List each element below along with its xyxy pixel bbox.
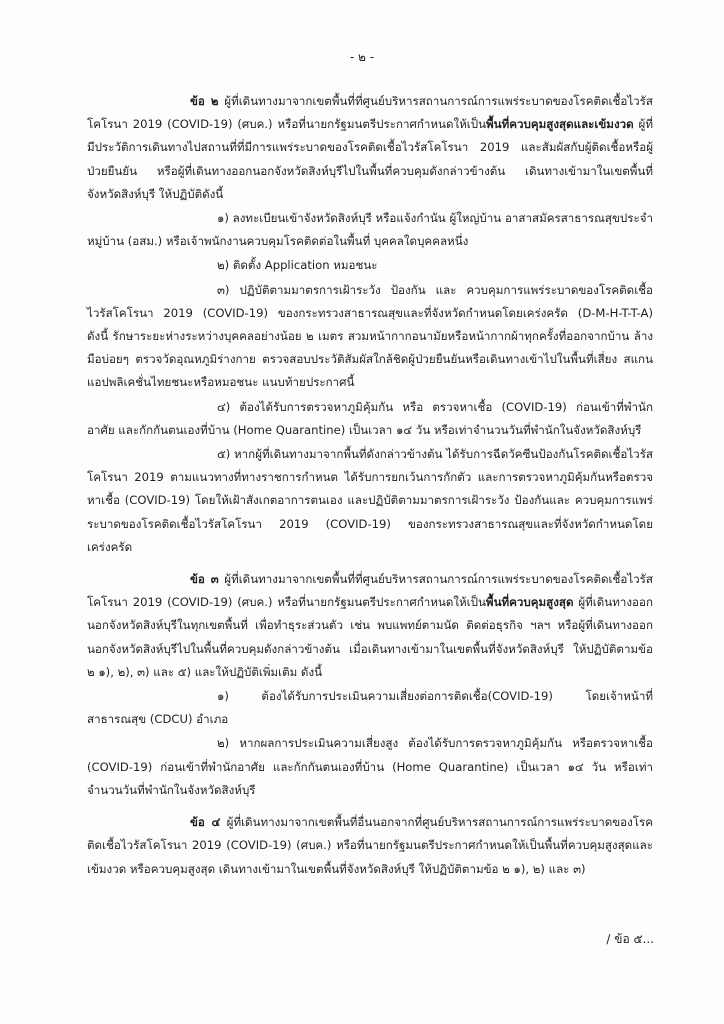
clause-2-item-1: ๑) ลงทะเบียนเข้าจังหวัดสิงห์บุรี หรือแจ้งกำนัน ผู้ใหญ่บ้าน อาสาสมัครสาธารณสุขประจำหมู่บ้าน (อสม.) หรือเจ้าพนักงานควบคุมโรคติดต่อในพื้นที่ บุคคลใดบุคคลหนึ่ง — [87, 211, 653, 249]
clause-2-heading: ข้อ ๒ — [190, 94, 219, 108]
continuation-note: / ข้อ ๕... — [606, 932, 654, 946]
clause-3-text-a: ผู้ที่เดินทางมาจากเขตพื้นที่ที่ศูนย์บริหารสถานการณ์การแพร่ระบาดของโรคติดเชื้อไวรัสโคโรนา 2019 (COVID-19) (ศบค.) หรือที่นายกรัฐมนตรีประกาศกำหนดให้เป็น — [87, 572, 653, 610]
clause-3-heading: ข้อ ๓ — [190, 572, 219, 587]
clause-3-item-1: ๑) ต้องได้รับการประเมินความเสี่ยงต่อการติดเชื้อ(COVID-19) โดยเจ้าหน้าที่สาธารณสุข (CDCU) อำเภอ — [87, 689, 653, 727]
clause-2-item-5: ๕) หากผู้ที่เดินทางมาจากพื้นที่ดังกล่าวข้างต้น ได้รับการฉีดวัคซีนป้องกันโรคติดเชื้อไวรัสโคโรนา 2019 ตามแนวทางที่ทางราชการกำหนด ได้รับการยกเว้นการกักตัว และการตรวจหาภูมิคุ้มกันหรือตรวจหาเชื้อ (COVID-19) โดยให้เฝ้าสังเกตอาการตนเอง และปฏิบัติตามมาตรการเฝ้าระวัง ป้องกันและ ควบคุมการแพร่ระบาดของโรคติดเชื้อไวรัสโคโรนา 2019 (COVID-19) ของกระทรวงสาธารณสุขและที่จังหวัดกำหนดโดยเคร่งครัด — [87, 447, 653, 554]
clause-2-text-b: ผู้ที่มีประวัติการเดินทางไปสถานที่ที่มีการแพร่ระบาดของโรคติดเชื้อไวรัสโคโรนา 2019 และสัมผัสกับผู้ติดเชื้อหรือผู้ป่วยยืนยัน หรือผู้ที่เดินทางออกนอกจังหวัดสิงห์บุรีไปในพื้นที่ควบคุมดังกล่าวข้างต้น เดินทางเข้ามาในเขตพื้นที่จังหวัดสิงห์บุรี ให้ปฏิบัติดังนี้ — [87, 117, 653, 201]
clause-3-paragraph — [87, 568, 653, 684]
spacer — [87, 560, 653, 568]
clause-4-text: ผู้ที่เดินทางมาจากเขตพื้นที่อื่นนอกจากที่ศูนย์บริหารสถานการณ์การแพร่ระบาดของโรคติดเชื้อไวรัสโคโรนา 2019 (COVID-19) (ศบค.) หรือที่นายกรัฐมนตรีประกาศกำหนดให้เป็นพื้นที่ควบคุมสูงสุดและเข้มงวด หรือควบคุมสูงสุด เดินทางเข้ามาในเขตพื้นที่จังหวัดสิงห์บุรี ให้ปฏิบัติตามข้อ ๒ ๑), ๒) และ ๓) — [87, 815, 653, 876]
clause-2-text-a: ผู้ที่เดินทางมาจากเขตพื้นที่ที่ศูนย์บริหารสถานการณ์การแพร่ระบาดของโรคติดเชื้อไวรัสโคโรนา 2019 (COVID-19) (ศบค.) หรือที่นายกรัฐมนตรีประกาศกำหนดให้เป็น — [87, 94, 653, 132]
page-number: - ๒ - — [349, 50, 375, 64]
clause-2-item-2: ๒) ติดตั้ง Application หมอชนะ — [217, 258, 378, 273]
clause-2-item-4: ๔) ต้องได้รับการตรวจหาภูมิคุ้มกัน หรือ ตรวจหาเชื้อ (COVID-19) ก่อนเข้าที่พำนักอาศัย และกักกันตนเองที่บ้าน (Home Quarantine) เป็นเวลา ๑๔ วัน หรือเท่าจำนวนวันที่พำนักในจังหวัดสิงห์บุรี — [87, 399, 653, 437]
spacer — [87, 803, 653, 811]
clause-3-item-2: ๒) หากผลการประเมินความเสี่ยงสูง ต้องได้รับการตรวจหาภูมิคุ้มกัน หรือตรวจหาเชื้อ (COVID-19) ก่อนเข้าที่พำนักอาศัย และกักกันตนเองที่บ้าน (Home Quarantine) เป็นเวลา ๑๔ วัน หรือเท่าจำนวนวันที่พำนักในจังหวัดสิงห์บุรี — [87, 736, 653, 797]
clause-4-paragraph — [87, 811, 653, 881]
clause-4-heading: ข้อ ๔ — [190, 815, 221, 830]
clause-3-bold-area: พื้นที่ควบคุมสูงสุด — [485, 595, 574, 610]
clause-3-text-b: ผู้ที่เดินทางออกนอกจังหวัดสิงห์บุรีในทุกเขตพื้นที่ เพื่อทำธุระส่วนตัว เช่น พบแพทย์ตามนัด ติดต่อธุรกิจ ฯลฯ หรือผู้ที่เดินทางออกนอกจังหวัดสิงห์บุรีไปในพื้นที่ควบคุมดังกล่าวข้างต้น เมื่อเดินทางเข้ามาในเขตพื้นที่จังหวัดสิงห์บุรี ให้ปฏิบัติตามข้อ ๒ ๑), ๒), ๓) และ ๕) และให้ปฏิบัติเพิ่มเติม ดังนี้ — [87, 595, 653, 679]
clause-2-item-3: ๓) ปฏิบัติตามมาตรการเฝ้าระวัง ป้องกัน และ ควบคุมการแพร่ระบาดของโรคติดเชื้อไวรัสโคโรนา 2019 (COVID-19) ของกระทรวงสาธารณสุขและที่จังหวัดกำหนดโดยเคร่งครัด (D-M-H-T-T-A) ดังนี้ รักษาระยะห่างระหว่างบุคคลอย่างน้อย ๒ เมตร สวมหน้ากากอนามัยหรือหน้ากากผ้าทุกครั้งที่ออกจากบ้าน ล้างมือบ่อยๆ ตรวจวัดอุณหภูมิร่างกาย ตรวจสอบประวัติสัมผัสใกล้ชิดผู้ป่วยยืนยันหรือเดินทางเข้าไปในพื้นที่เสี่ยง สแกนแอปพลิเคชั่นไทยชนะหรือหมอชนะ แนบท้ายประกาศนี้ — [87, 282, 653, 390]
clause-2-paragraph — [87, 90, 653, 206]
clause-2-bold-area: พื้นที่ควบคุมสูงสุดและเข้มงวด — [486, 117, 634, 132]
document-body — [87, 90, 653, 882]
